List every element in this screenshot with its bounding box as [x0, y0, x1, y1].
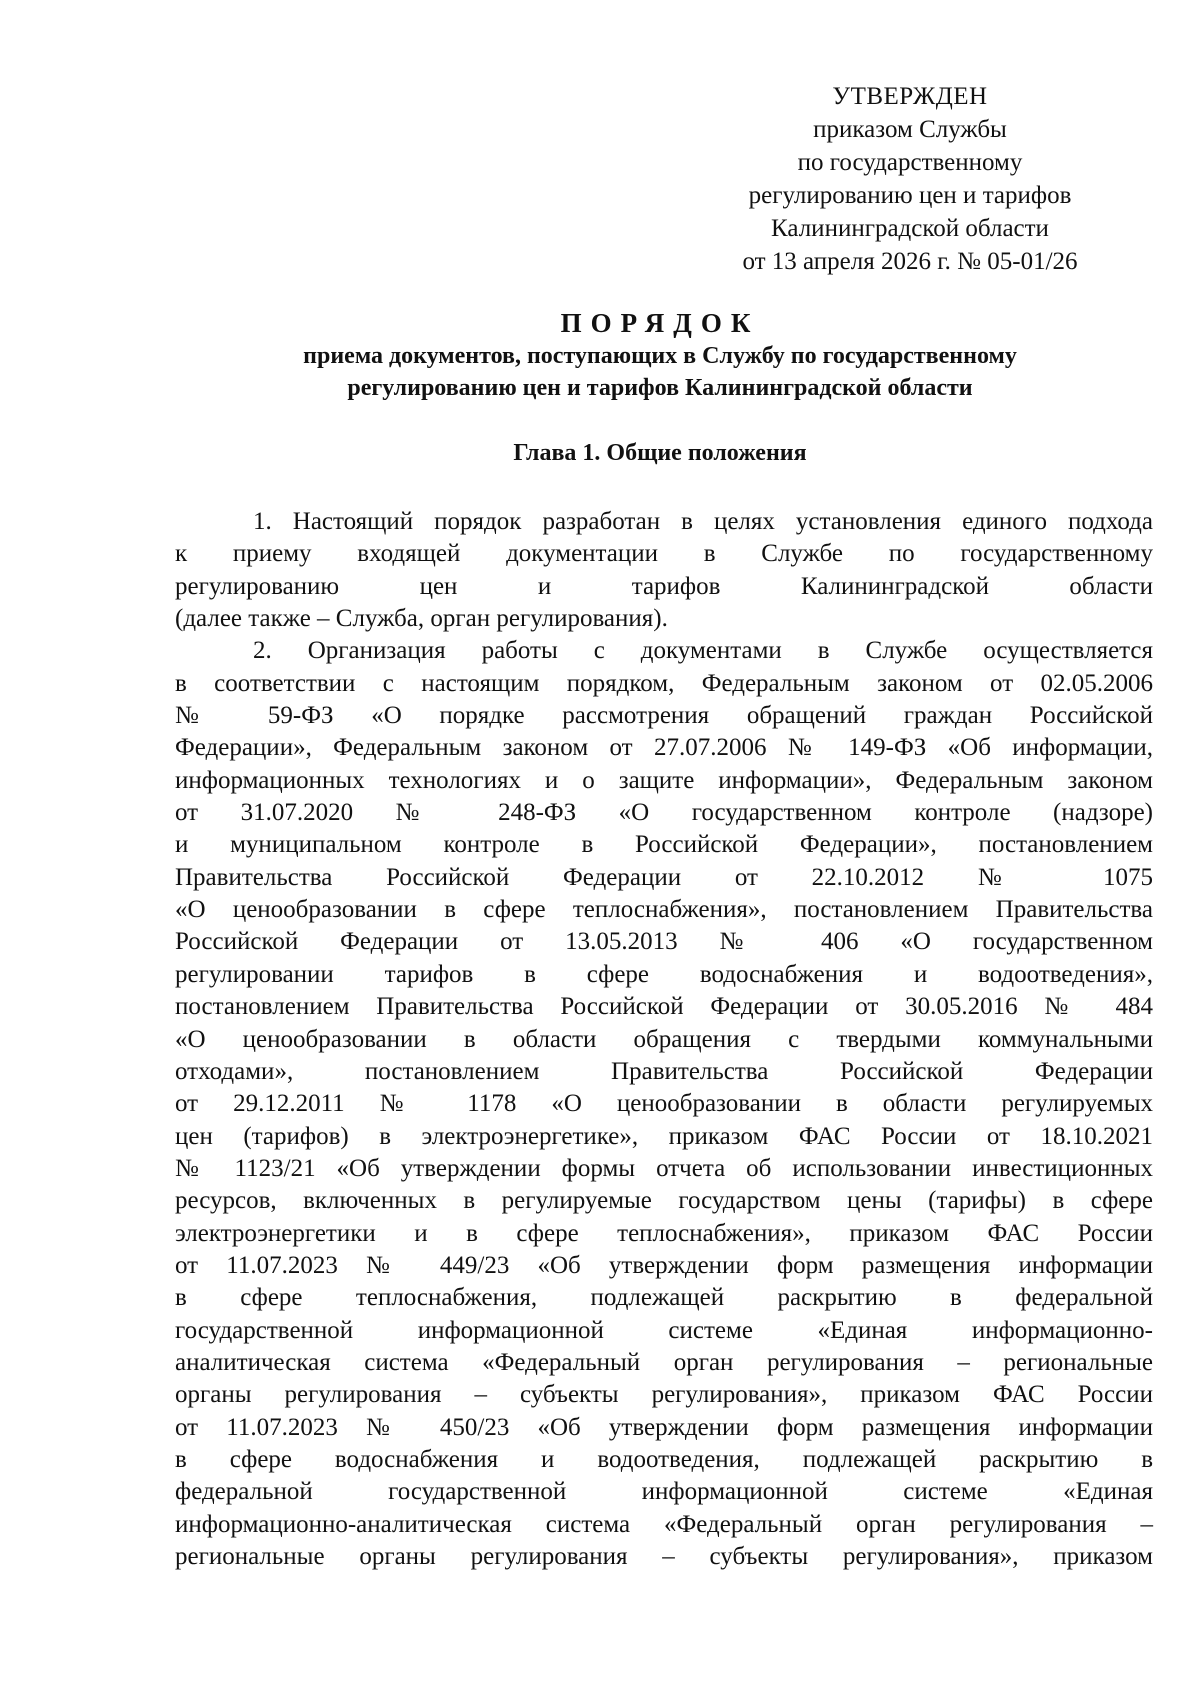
- text-line: информационных технологиях и о защите информации», Федеральным законом: [175, 766, 1153, 794]
- text-line: электроэнергетики и в сфере теплоснабжения», приказом ФАС России: [175, 1219, 1153, 1247]
- text-line: № 1123/21 «Об утверждении формы отчета об использовании инвестиционных: [175, 1154, 1153, 1182]
- text-line: и муниципальном контроле в Российской Федерации», постановлением: [175, 831, 1153, 859]
- approval-date-number: от 13 апреля 2026 г. № 05-01/26: [742, 248, 1078, 275]
- text-line: № 59-ФЗ «О порядке рассмотрения обращений граждан Российской: [175, 702, 1153, 730]
- title-main: ПОРЯДОК: [560, 308, 760, 338]
- text-line: (далее также – Служба, орган регулирования).: [175, 605, 668, 633]
- text-line: органы регулирования – субъекты регулирования», приказом ФАС России: [175, 1381, 1153, 1409]
- approval-line: приказом Службы: [813, 116, 1007, 143]
- text-line: в сфере водоснабжения и водоотведения, подлежащей раскрытию в: [175, 1445, 1153, 1473]
- document-body: [175, 506, 1153, 1573]
- text-line: от 31.07.2020 № 248-ФЗ «О государственном контроле (надзоре): [175, 799, 1153, 827]
- paragraph-1: [175, 506, 1153, 635]
- text-line: аналитическая система «Федеральный орган регулирования – региональные: [175, 1348, 1153, 1376]
- title-subtitle-line: регулированию цен и тарифов Калининградской области: [347, 375, 973, 401]
- text-line: регулировании тарифов в сфере водоснабжения и водоотведения»,: [175, 960, 1153, 988]
- text-line: региональные органы регулирования – субъекты регулирования», приказом: [175, 1543, 1153, 1570]
- text-line: федеральной государственной информационной системе «Единая: [175, 1478, 1153, 1506]
- text-line: Правительства Российской Федерации от 22.10.2012 № 1075: [175, 863, 1153, 891]
- text-line: 2. Организация работы с документами в Службе осуществляется: [253, 637, 1153, 665]
- text-line: Российской Федерации от 13.05.2013 № 406 «О государственном: [175, 928, 1153, 956]
- text-line: в соответствии с настоящим порядком, Федеральным законом от 02.05.2006: [175, 669, 1153, 697]
- paragraph-2: [175, 635, 1153, 1573]
- approval-line: регулированию цен и тарифов: [748, 182, 1072, 209]
- approval-stamp: [700, 80, 1120, 278]
- text-line: регулированию цен и тарифов Калининградской области: [175, 572, 1153, 600]
- text-line: от 29.12.2011 № 1178 «О ценообразовании в области регулируемых: [175, 1090, 1153, 1118]
- approval-line: по государственному: [797, 149, 1023, 176]
- text-line: «О ценообразовании в области обращения с твердыми коммунальными: [175, 1025, 1153, 1053]
- text-line: «О ценообразовании в сфере теплоснабжения», постановлением Правительства: [175, 896, 1153, 924]
- text-line: информационно-аналитическая система «Федеральный орган регулирования –: [175, 1510, 1153, 1538]
- text-line: цен (тарифов) в электроэнергетике», приказом ФАС России от 18.10.2021: [175, 1122, 1153, 1150]
- text-line: в сфере теплоснабжения, подлежащей раскрытию в федеральной: [175, 1284, 1153, 1312]
- text-line: постановлением Правительства Российской Федерации от 30.05.2016 № 484: [175, 993, 1153, 1021]
- text-line: отходами», постановлением Правительства Российской Федерации: [175, 1057, 1153, 1085]
- text-line: от 11.07.2023 № 449/23 «Об утверждении форм размещения информации: [175, 1251, 1153, 1279]
- title-subtitle-line: приема документов, поступающих в Службу по государственному: [303, 343, 1017, 369]
- text-line: от 11.07.2023 № 450/23 «Об утверждении форм размещения информации: [175, 1413, 1153, 1441]
- text-line: государственной информационной системе «Единая информационно-: [175, 1316, 1153, 1344]
- text-line: ресурсов, включенных в регулируемые государством цены (тарифы) в сфере: [175, 1187, 1153, 1215]
- text-line: к приему входящей документации в Службе по государственному: [175, 540, 1153, 568]
- text-line: 1. Настоящий порядок разработан в целях установления единого подхода: [253, 508, 1153, 535]
- approval-line: Калининградской области: [771, 215, 1049, 242]
- document-title: [170, 306, 1150, 404]
- chapter-heading: Глава 1. Общие положения: [513, 440, 807, 466]
- approval-heading: УТВЕРЖДЕН: [832, 83, 988, 110]
- text-line: Федерации», Федеральным законом от 27.07.2006 № 149-ФЗ «Об информации,: [175, 734, 1153, 762]
